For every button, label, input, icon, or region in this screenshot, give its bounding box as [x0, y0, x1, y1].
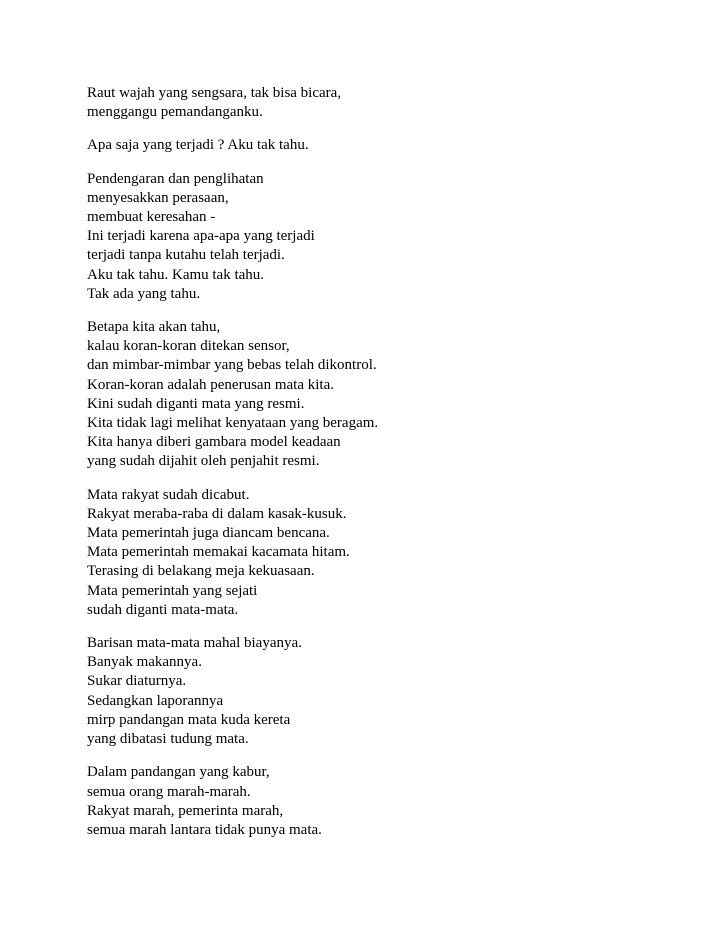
- poem-line: semua marah lantara tidak punya mata.: [87, 821, 322, 838]
- stanza-6: [87, 634, 687, 749]
- poem-line: mirp pandangan mata kuda kereta: [87, 711, 291, 728]
- stanza-3: [87, 170, 687, 304]
- poem-line: terjadi tanpa kutahu telah terjadi.: [87, 247, 285, 264]
- stanza-5: [87, 486, 687, 620]
- poem-line: Betapa kita akan tahu,: [87, 319, 221, 336]
- poem-line: Terasing di belakang meja kekuasaan.: [87, 563, 315, 580]
- poem-line: Tak ada yang tahu.: [87, 285, 201, 302]
- stanza-4: [87, 318, 687, 472]
- poem-line: Sukar diaturnya.: [87, 673, 187, 690]
- poem-line: Mata pemerintah memakai kacamata hitam.: [87, 544, 350, 561]
- poem-line: Kita hanya diberi gambara model keadaan: [87, 434, 341, 451]
- poem-line: membuat keresahan -: [87, 209, 216, 226]
- poem-line: Rakyat meraba-raba di dalam kasak-kusuk.: [87, 505, 347, 522]
- poem-line: menyesakkan perasaan,: [87, 189, 229, 206]
- poem-line: menggangu pemandanganku.: [87, 104, 263, 121]
- poem-line: Aku tak tahu. Kamu tak tahu.: [87, 266, 265, 283]
- poem-line: Pendengaran dan penglihatan: [87, 170, 264, 187]
- poem-line: Ini terjadi karena apa-apa yang terjadi: [87, 228, 315, 245]
- poem-line: Barisan mata-mata mahal biayanya.: [87, 635, 302, 652]
- poem-line: Apa saja yang terjadi ? Aku tak tahu.: [87, 137, 309, 154]
- poem-line: dan mimbar-mimbar yang bebas telah dikontrol.: [87, 357, 377, 374]
- poem-line: Mata rakyat sudah dicabut.: [87, 486, 250, 503]
- stanza-7: [87, 763, 687, 840]
- stanza-2: [87, 136, 687, 155]
- poem-line: kalau koran-koran ditekan sensor,: [87, 338, 290, 355]
- poem-line: Koran-koran adalah penerusan mata kita.: [87, 376, 334, 393]
- poem-line: Dalam pandangan yang kabur,: [87, 764, 270, 781]
- poem-line: semua orang marah-marah.: [87, 783, 251, 800]
- poem-line: Sedangkan laporannya: [87, 692, 224, 709]
- poem-line: yang dibatasi tudung mata.: [87, 731, 249, 748]
- poem-line: Mata pemerintah yang sejati: [87, 582, 258, 599]
- poem-body: [87, 84, 687, 854]
- poem-line: Raut wajah yang sengsara, tak bisa bicara,: [87, 85, 342, 101]
- poem-line: yang sudah dijahit oleh penjahit resmi.: [87, 453, 320, 470]
- poem-line: Banyak makannya.: [87, 654, 202, 671]
- poem-line: Mata pemerintah juga diancam bencana.: [87, 525, 330, 542]
- poem-line: Kita tidak lagi melihat kenyataan yang beragam.: [87, 415, 379, 432]
- stanza-1: [87, 84, 687, 122]
- poem-line: Kini sudah diganti mata yang resmi.: [87, 395, 305, 412]
- poem-line: Rakyat marah, pemerinta marah,: [87, 802, 284, 819]
- poem-line: sudah diganti mata-mata.: [87, 601, 239, 618]
